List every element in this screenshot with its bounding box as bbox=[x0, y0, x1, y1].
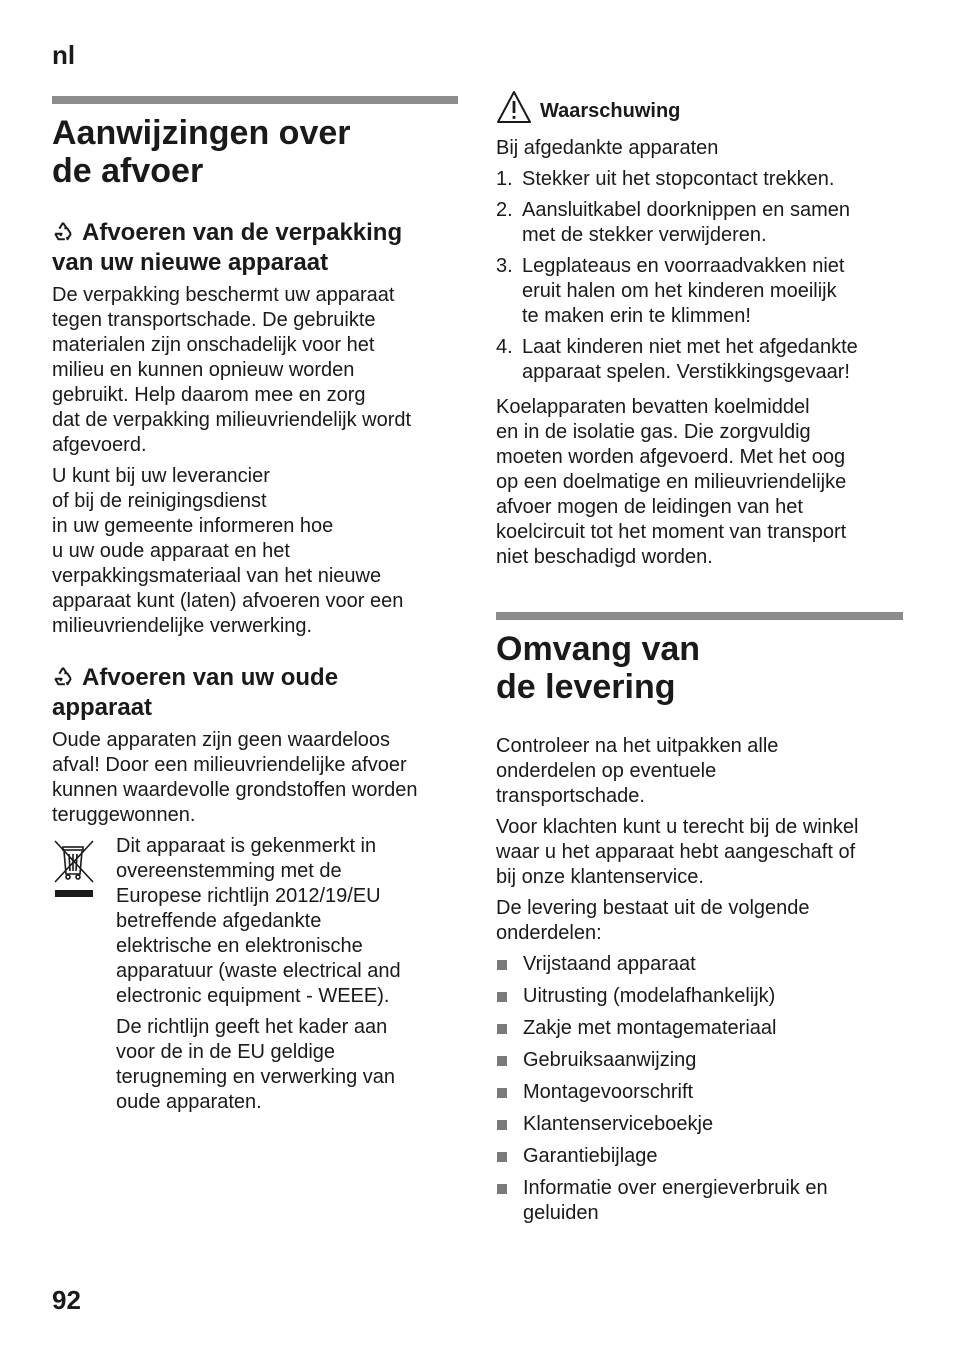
list-item bbox=[496, 254, 903, 329]
text-line: De richtlijn geeft het kader aan bbox=[116, 1016, 388, 1038]
section-rule bbox=[52, 96, 458, 104]
warning-intro: Bij afgedankte apparaten bbox=[496, 137, 719, 159]
delivery-paragraph bbox=[496, 734, 903, 809]
list-item bbox=[496, 1144, 903, 1169]
text-line: tegen transportschade. De gebruikte bbox=[52, 309, 376, 331]
text-line: Voor klachten kunt u terecht bij de winkel bbox=[496, 816, 859, 838]
complaints-paragraph bbox=[496, 815, 903, 890]
text-line: apparaat spelen. Verstikkingsgevaar! bbox=[522, 361, 850, 383]
step-text bbox=[522, 335, 858, 385]
heading-line: Afvoeren van uw oude bbox=[82, 664, 339, 691]
item-text: Zakje met montagemateriaal bbox=[523, 1017, 777, 1039]
text-line: Europese richtlijn 2012/19/EU bbox=[116, 885, 381, 907]
old-appliance-heading bbox=[52, 663, 458, 723]
bullet bbox=[497, 1024, 507, 1034]
recycle-icon bbox=[52, 220, 74, 242]
text-line: bij onze klantenservice. bbox=[496, 866, 704, 888]
text-line: te maken erin te klimmen! bbox=[522, 305, 751, 327]
directive-paragraph bbox=[116, 1015, 458, 1115]
crossed-bin-icon bbox=[52, 838, 96, 900]
text-line: eruit halen om het kinderen moeilijk bbox=[522, 280, 837, 302]
text-line: kunnen waardevolle grondstoffen worden bbox=[52, 779, 418, 801]
step-number: 3. bbox=[496, 255, 513, 277]
text-line: of bij de reinigingsdienst bbox=[52, 490, 267, 512]
list-item bbox=[496, 1048, 903, 1073]
language-tag: nl bbox=[52, 40, 76, 70]
title-line: de levering bbox=[496, 668, 676, 706]
list-item bbox=[496, 984, 903, 1009]
text-line: U kunt bij uw leverancier bbox=[52, 465, 270, 487]
text-line: geluiden bbox=[523, 1202, 599, 1224]
item-text: Klantenserviceboekje bbox=[523, 1113, 714, 1135]
item-text: Garantiebijlage bbox=[523, 1145, 658, 1167]
text-line: moeten worden afgevoerd. Met het oog bbox=[496, 446, 846, 468]
list-item bbox=[496, 1176, 903, 1226]
list-item bbox=[496, 1016, 903, 1041]
text-line: Dit apparaat is gekenmerkt in bbox=[116, 835, 377, 857]
text-line: oude apparaten. bbox=[116, 1091, 262, 1113]
heading-line: van uw nieuwe apparaat bbox=[52, 249, 329, 276]
step-text bbox=[522, 198, 850, 248]
list-item bbox=[496, 198, 903, 248]
text-line: dat de verpakking milieuvriendelijk wordt bbox=[52, 409, 412, 431]
right-column bbox=[496, 88, 903, 1233]
text-line: verpakkingsmateriaal van het nieuwe bbox=[52, 565, 382, 587]
warning-heading bbox=[496, 88, 903, 124]
title-line: de afvoer bbox=[52, 152, 204, 190]
text-line: onderdelen: bbox=[496, 922, 602, 944]
text-line: transportschade. bbox=[496, 785, 645, 807]
text-line: apparaat kunt (laten) afvoeren voor een bbox=[52, 590, 404, 612]
text-line: De verpakking beschermt uw apparaat bbox=[52, 284, 395, 306]
text-line: De levering bestaat uit de volgende bbox=[496, 897, 810, 919]
step-text bbox=[522, 167, 834, 192]
bullet bbox=[497, 1184, 507, 1194]
item-text: Uitrusting (modelafhankelijk) bbox=[523, 985, 776, 1007]
text-line: Legplateaus en voorraadvakken niet bbox=[522, 255, 845, 277]
step-number: 2. bbox=[496, 199, 513, 221]
packaging-heading bbox=[52, 218, 458, 278]
item-text: Gebruiksaanwijzing bbox=[523, 1049, 697, 1071]
packaging-paragraph bbox=[52, 283, 458, 458]
contents-intro bbox=[496, 896, 903, 946]
text-line: Oude apparaten zijn geen waardeloos bbox=[52, 729, 391, 751]
list-item bbox=[496, 1112, 903, 1137]
bullet bbox=[497, 960, 507, 970]
text-line: milieu en kunnen opnieuw worden bbox=[52, 359, 355, 381]
text-line: Controleer na het uitpakken alle bbox=[496, 735, 779, 757]
text-line: electronic equipment - WEEE). bbox=[116, 985, 390, 1007]
list-item bbox=[496, 335, 903, 385]
bullet bbox=[497, 1152, 507, 1162]
bullet bbox=[497, 1088, 507, 1098]
text-line: betreffende afgedankte bbox=[116, 910, 322, 932]
heading-line: apparaat bbox=[52, 694, 153, 721]
text-line: materialen zijn onschadelijk voor het bbox=[52, 334, 375, 356]
warning-steps bbox=[496, 167, 903, 385]
crossed-bin-icon-wrap bbox=[52, 834, 116, 1121]
list-item bbox=[496, 1080, 903, 1105]
weee-text bbox=[116, 834, 458, 1121]
delivery-items bbox=[496, 952, 903, 1226]
text-line: Koelapparaten bevatten koelmiddel bbox=[496, 396, 810, 418]
left-column bbox=[52, 96, 458, 1121]
text-line: Informatie over energieverbruik en bbox=[523, 1177, 828, 1199]
weee-paragraph bbox=[116, 834, 458, 1009]
text-line: waar u het apparaat hebt aangeschaft of bbox=[496, 841, 856, 863]
step-number: 1. bbox=[496, 168, 513, 190]
text-line: in uw gemeente informeren hoe bbox=[52, 515, 334, 537]
list-item bbox=[496, 952, 903, 977]
text-line: met de stekker verwijderen. bbox=[522, 224, 767, 246]
warning-label: Waarschuwing bbox=[540, 100, 681, 122]
old-appliance-paragraph bbox=[52, 728, 458, 828]
text-line: u uw oude apparaat en het bbox=[52, 540, 290, 562]
bullet bbox=[497, 992, 507, 1002]
step-number: 4. bbox=[496, 336, 513, 358]
text-line: en in de isolatie gas. Die zorgvuldig bbox=[496, 421, 811, 443]
title-line: Omvang van bbox=[496, 630, 701, 668]
text-line: apparatuur (waste electrical and bbox=[116, 960, 401, 982]
text-line: op een doelmatige en milieuvriendelijke bbox=[496, 471, 847, 493]
step-text bbox=[522, 254, 844, 329]
recycle-icon bbox=[52, 665, 74, 687]
packaging-info-paragraph bbox=[52, 464, 458, 639]
page-number: 92 bbox=[52, 1285, 81, 1315]
page-title bbox=[52, 114, 458, 190]
list-item bbox=[496, 167, 903, 192]
bullet bbox=[497, 1056, 507, 1066]
text-line: Aansluitkabel doorknippen en samen bbox=[522, 199, 850, 221]
text-line: koelcircuit tot het moment van transport bbox=[496, 521, 847, 543]
heading-line: Afvoeren van de verpakking bbox=[82, 219, 403, 246]
bullet bbox=[497, 1120, 507, 1130]
weee-notice bbox=[52, 834, 458, 1121]
text-line: voor de in de EU geldige bbox=[116, 1041, 336, 1063]
text-line: milieuvriendelijke verwerking. bbox=[52, 615, 313, 637]
title-line: Aanwijzingen over bbox=[52, 114, 351, 152]
item-text: Montagevoorschrift bbox=[523, 1081, 694, 1103]
section-rule bbox=[496, 612, 903, 620]
refrigerant-paragraph bbox=[496, 395, 903, 570]
text-line: overeenstemming met de bbox=[116, 860, 342, 882]
item-text bbox=[523, 1176, 828, 1226]
item-text: Vrijstaand apparaat bbox=[523, 953, 696, 975]
text-line: afval! Door een milieuvriendelijke afvoer bbox=[52, 754, 407, 776]
warning-triangle-icon bbox=[496, 90, 532, 124]
text-line: terugneming en verwerking van bbox=[116, 1066, 396, 1088]
text-line: elektrische en elektronische bbox=[116, 935, 363, 957]
text-line: afgevoerd. bbox=[52, 434, 147, 456]
text-line: gebruikt. Help daarom mee en zorg bbox=[52, 384, 366, 406]
text-line: niet beschadigd worden. bbox=[496, 546, 713, 568]
delivery-title bbox=[496, 630, 903, 706]
text-line: afvoer mogen de leidingen van het bbox=[496, 496, 803, 518]
text-line: Stekker uit het stopcontact trekken. bbox=[522, 168, 835, 190]
text-line: Laat kinderen niet met het afgedankte bbox=[522, 336, 858, 358]
text-line: onderdelen op eventuele bbox=[496, 760, 717, 782]
text-line: teruggewonnen. bbox=[52, 804, 196, 826]
